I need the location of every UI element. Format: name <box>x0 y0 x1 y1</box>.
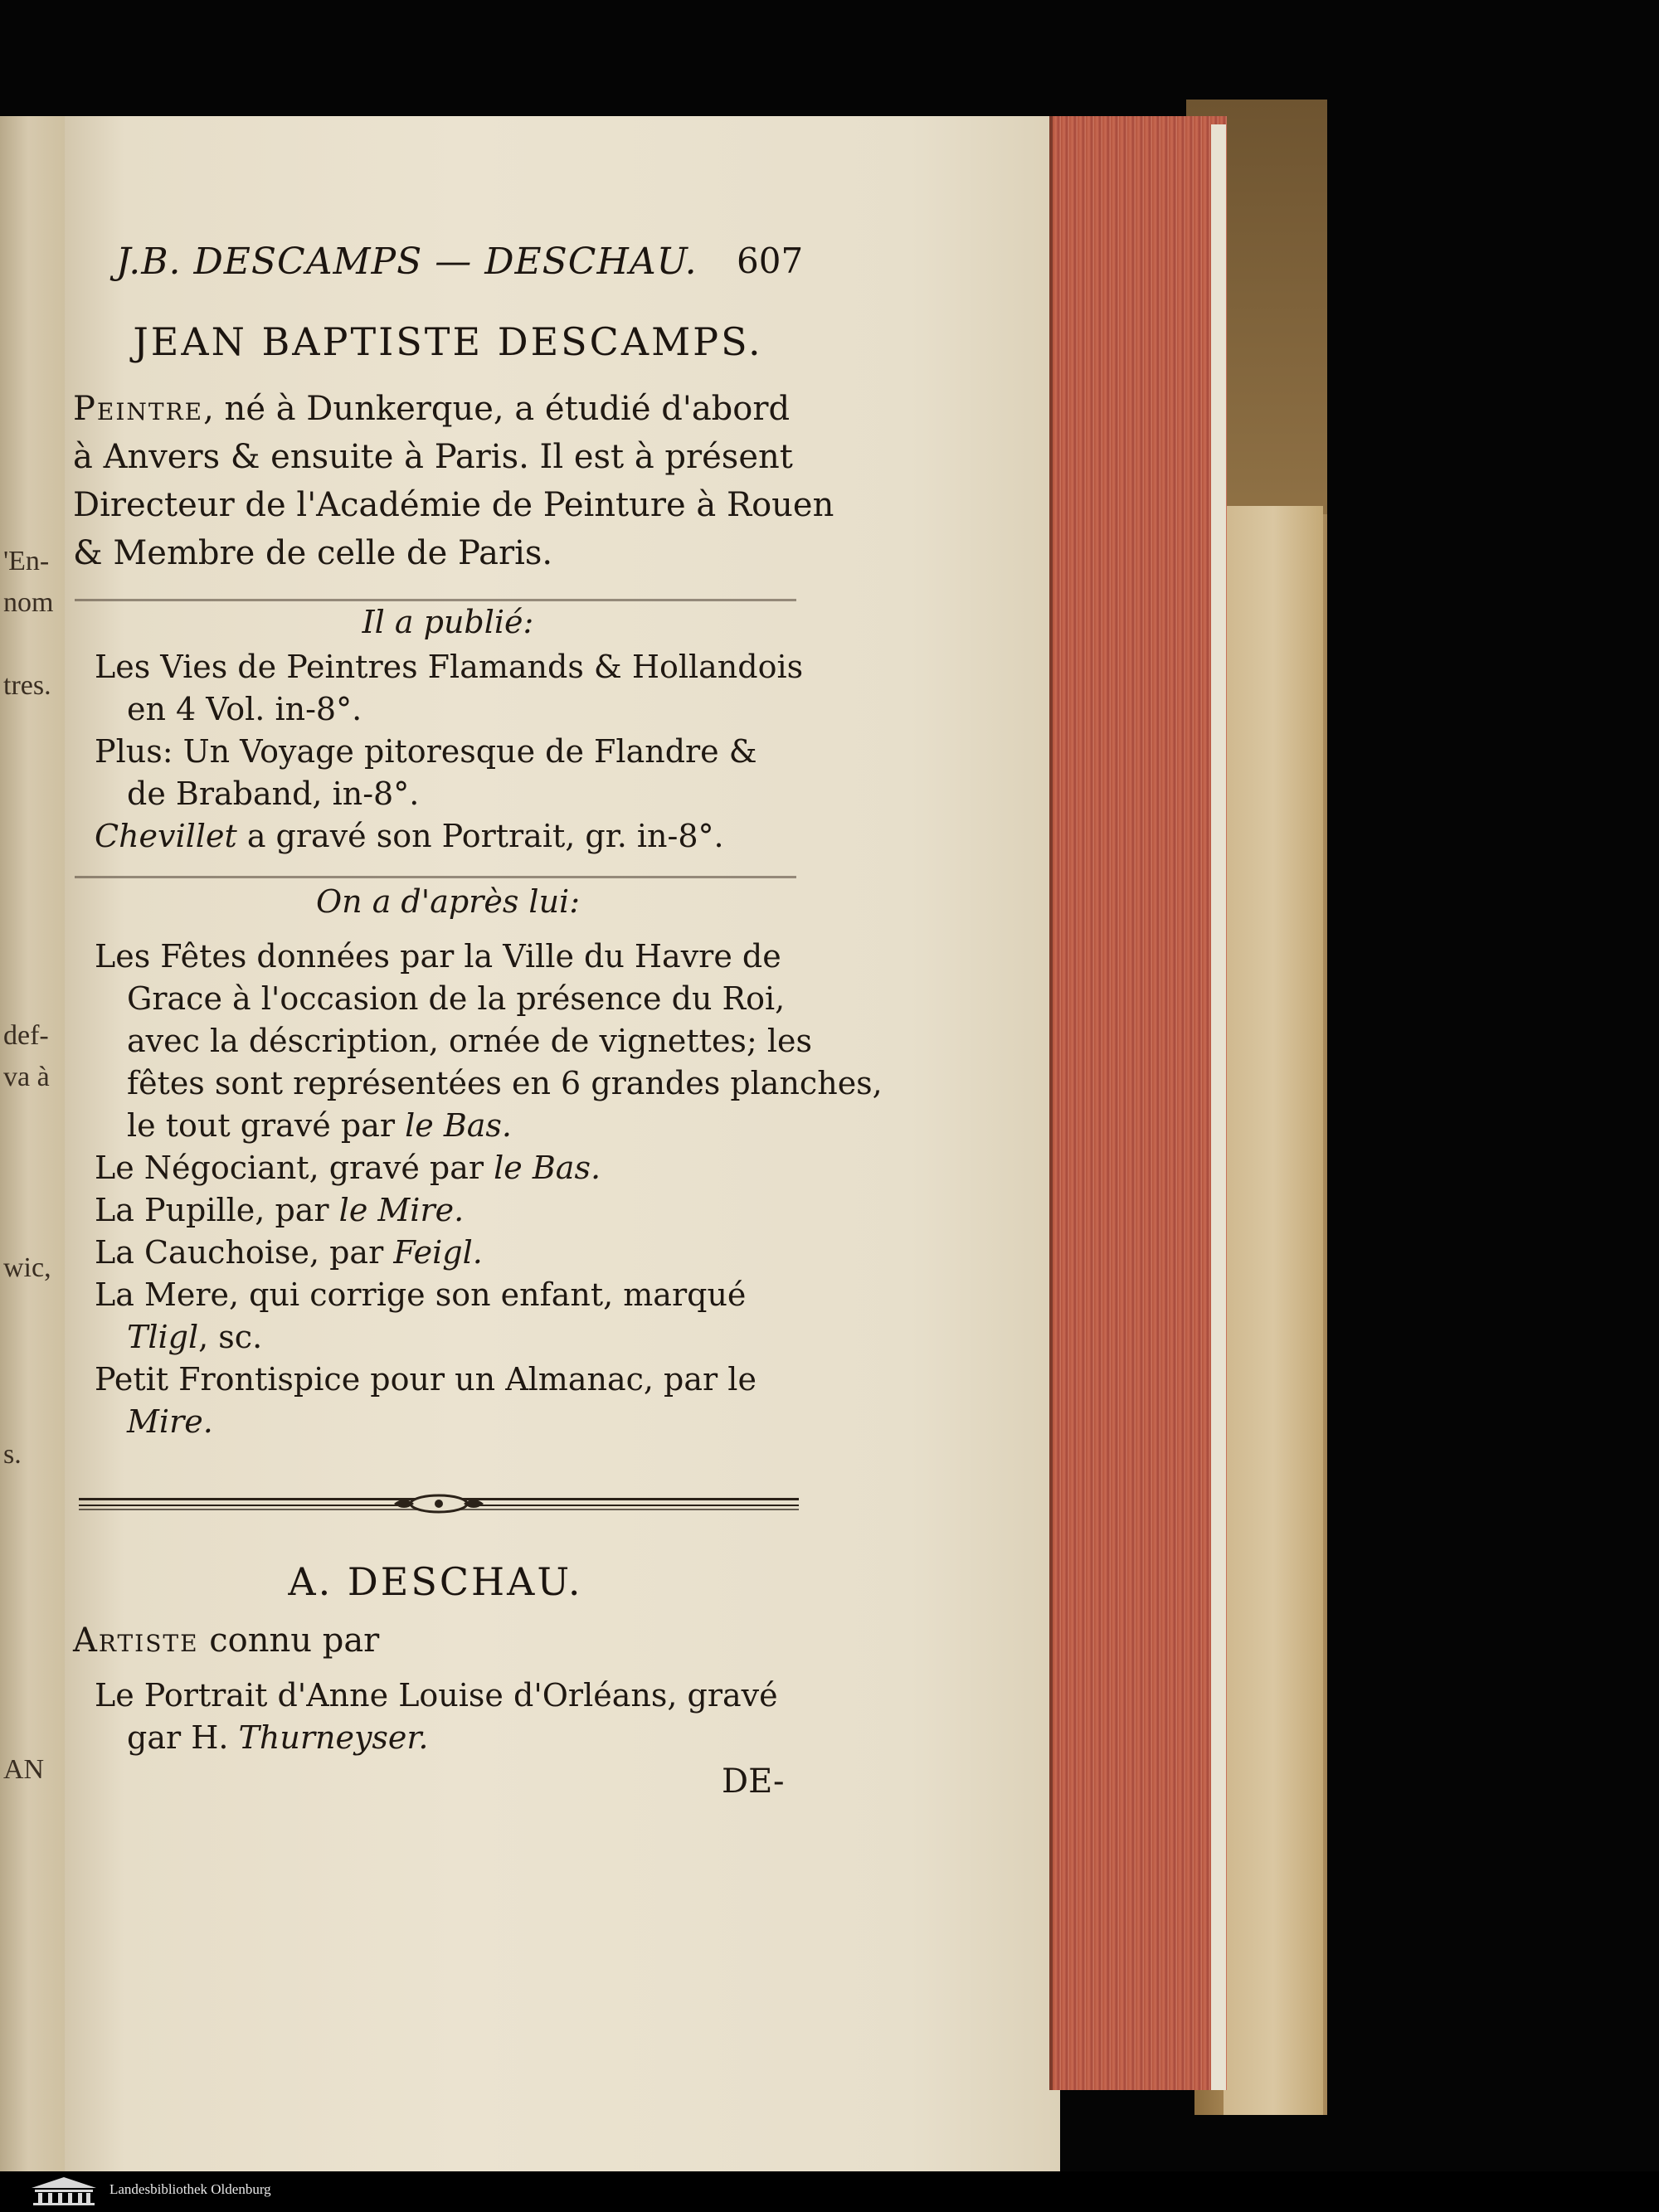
entry-lead: Artiste <box>73 1621 199 1660</box>
engraver-name: le Bas. <box>494 1150 601 1186</box>
running-head: J.B. DESCAMPS — DESCHAU. <box>116 241 698 283</box>
left-fragment: def- <box>3 1020 49 1051</box>
publication-line: Les Vies de Peintres Flamands & Hollandois <box>95 649 804 685</box>
left-fragment: 'En- <box>3 546 50 576</box>
work-line <box>127 1319 262 1355</box>
work-line: Grace à l'occasion de la présence du Roi, <box>127 980 786 1017</box>
engraver-name: le Bas. <box>405 1107 512 1144</box>
section-rule <box>75 599 796 601</box>
page-block-shadow <box>1211 124 1226 2090</box>
left-fragment: wic, <box>3 1252 51 1283</box>
library-name: Landesbibliothek Oldenburg <box>109 2181 271 2197</box>
portrait-line <box>95 818 724 854</box>
engraver-name: Thurneyser. <box>238 1719 429 1756</box>
catchword: DE- <box>722 1762 785 1801</box>
work-text: le tout gravé par <box>127 1107 406 1144</box>
page-number: 607 <box>737 241 804 281</box>
book-endpaper <box>1224 506 1323 2115</box>
work-line <box>127 1719 428 1756</box>
previous-page-fragment <box>0 116 72 2181</box>
library-logo-icon <box>27 2175 101 2206</box>
work-line <box>127 1107 512 1144</box>
work-text: gar H. <box>127 1719 239 1756</box>
bio-line-text: , né à Dunkerque, a étudié d'abord <box>203 390 791 428</box>
bio-line: & Membre de celle de Paris. <box>73 534 553 572</box>
work-line: Petit Frontispice pour un Almanac, par le <box>95 1361 757 1398</box>
work-text: Le Négociant, gravé par <box>95 1150 494 1186</box>
engraver-name: Feigl. <box>393 1234 483 1271</box>
work-line <box>95 1150 601 1186</box>
bio-line: à Anvers & ensuite à Paris. Il est à présent <box>73 438 793 476</box>
work-line: Les Fêtes données par la Ville du Havre de <box>95 938 781 975</box>
work-line: avec la déscription, ornée de vignettes; les <box>127 1023 812 1059</box>
ornamental-divider <box>79 1493 799 1514</box>
left-fragment: nom <box>3 587 54 618</box>
work-line: Le Portrait d'Anne Louise d'Orléans, gravé <box>95 1677 778 1714</box>
engraver-name: Chevillet <box>95 818 237 854</box>
work-line <box>127 1403 213 1440</box>
left-fragment: AN <box>3 1754 45 1785</box>
work-text: La Cauchoise, par <box>95 1234 394 1271</box>
portrait-line-text: a gravé son Portrait, gr. in-8°. <box>236 818 724 854</box>
work-line: La Mere, qui corrige son enfant, marqué <box>95 1276 747 1313</box>
engraver-name: Tligl <box>127 1319 199 1355</box>
work-line <box>95 1234 483 1271</box>
entry-intro-text: connu par <box>198 1621 380 1660</box>
work-line: fêtes sont représentées en 6 grandes planches, <box>127 1065 883 1101</box>
section-heading: On a d'après lui: <box>315 883 580 920</box>
section-heading: Il a publié: <box>362 604 534 640</box>
page-block-edge <box>1049 116 1227 2090</box>
publication-line: Plus: Un Voyage pitoresque de Flandre & <box>95 733 757 770</box>
footer-bar <box>0 2171 1659 2212</box>
publication-line: de Braband, in-8°. <box>127 775 420 812</box>
engraver-name: Mire. <box>127 1403 213 1440</box>
work-line <box>95 1192 464 1228</box>
engraver-name: le Mire. <box>338 1192 465 1228</box>
entry-title: JEAN BAPTISTE DESCAMPS. <box>133 319 763 364</box>
bio-line: Directeur de l'Académie de Peinture à Rouen <box>73 486 834 524</box>
section-rule <box>75 876 796 878</box>
work-text: La Pupille, par <box>95 1192 339 1228</box>
bio-lead: Peintre <box>73 390 204 428</box>
left-fragment: tres. <box>3 670 51 701</box>
publication-line: en 4 Vol. in-8°. <box>127 691 362 727</box>
entry-title: A. DESCHAU. <box>288 1559 583 1604</box>
entry-intro <box>73 1621 379 1660</box>
work-text: , sc. <box>198 1319 263 1355</box>
left-fragment: s. <box>3 1439 22 1470</box>
bio-line <box>73 390 790 428</box>
left-fragment: va à <box>3 1062 50 1092</box>
